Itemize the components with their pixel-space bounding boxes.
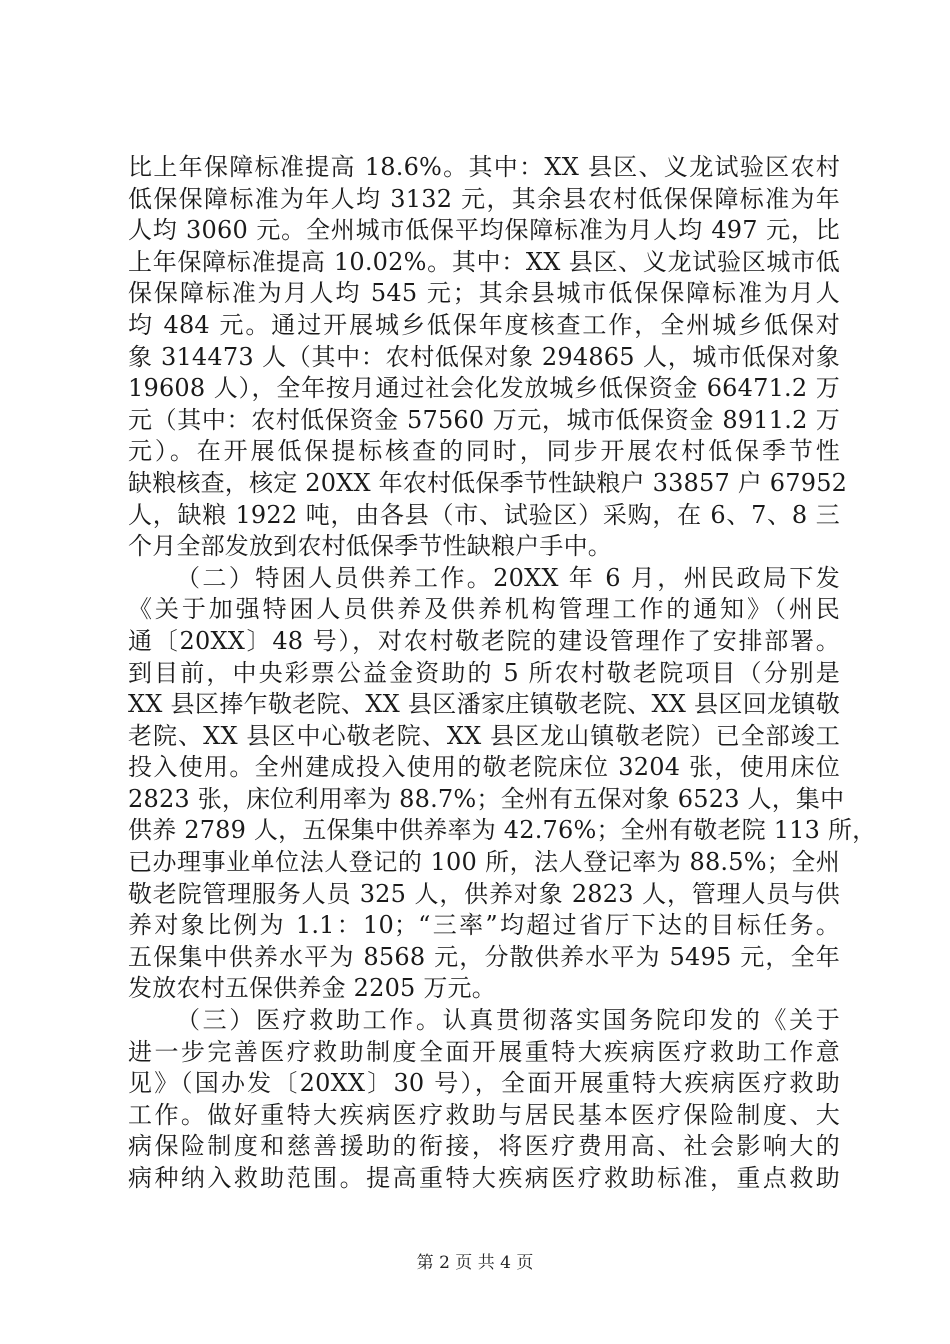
text-line: 低保保障标准为年人均 3132 元，其余县农村低保保障标准为年 xyxy=(128,184,840,213)
text-line: 保保障标准为月人均 545 元；其余县城市低保保障标准为月人 xyxy=(128,279,840,308)
text-line: 缺粮核查，核定 20XX 年农村低保季节性缺粮户 33857 户 67952 xyxy=(128,468,848,497)
text-line: 供养 2789 人，五保集中供养率为 42.76%；全州有敬老院 113 所， xyxy=(128,816,877,845)
text-line: 上年保障标准提高 10.02%。其中：XX 县区、义龙试验区城市低 xyxy=(128,247,840,276)
text-line: 老院、XX 县区中心敬老院、XX 县区龙山镇敬老院）已全部竣工 xyxy=(128,721,840,750)
text-line: 到目前，中央彩票公益金资助的 5 所农村敬老院项目（分别是 xyxy=(128,658,840,687)
text-line: 敬老院管理服务人员 325 人，供养对象 2823 人，管理人员与供 xyxy=(128,879,840,908)
text-line: 人均 3060 元。全州城市低保平均保障标准为月人均 497 元，比 xyxy=(128,216,840,245)
text-line: 人，缺粮 1922 吨，由各县（市、试验区）采购，在 6、7、8 三 xyxy=(128,500,840,529)
text-line: 五保集中供养水平为 8568 元，分散供养水平为 5495 元，全年 xyxy=(128,942,840,971)
text-line: 病种纳入救助范围。提高重特大疾病医疗救助标准，重点救助 xyxy=(128,1164,840,1192)
text-line: 养对象比例为 1.1：10；“三率”均超过省厅下达的目标任务。 xyxy=(128,911,840,940)
body-text xyxy=(128,152,877,1195)
text-line: 比上年保障标准提高 18.6%。其中：XX 县区、义龙试验区农村 xyxy=(128,153,840,181)
text-line: 2823 张，床位利用率为 88.7%；全州有五保对象 6523 人，集中 xyxy=(128,784,845,813)
text-line: 均 484 元。通过开展城乡低保年度核查工作，全州城乡低保对 xyxy=(128,310,840,339)
text-line: 进一步完善医疗救助制度全面开展重特大疾病医疗救助工作意 xyxy=(128,1037,840,1066)
text-line: XX 县区捧乍敬老院、XX 县区潘家庄镇敬老院、XX 县区回龙镇敬 xyxy=(128,690,840,719)
text-line: 元）。在开展低保提标核查的同时，同步开展农村低保季节性 xyxy=(128,437,840,466)
text-line: 见》（国办发〔20XX〕30 号），全面开展重特大疾病医疗救助 xyxy=(128,1069,840,1098)
text-line: 发放农村五保供养金 2205 万元。 xyxy=(128,974,496,1003)
text-line: 已办理事业单位法人登记的 100 所，法人登记率为 88.5%；全州 xyxy=(128,848,840,877)
text-line: 象 314473 人（其中：农村低保对象 294865 人，城市低保对象 xyxy=(128,342,840,371)
text-line: 工作。做好重特大疾病医疗救助与居民基本医疗保险制度、大 xyxy=(128,1100,840,1129)
page-footer: 第 2 页 共 4 页 xyxy=(416,1253,534,1273)
section-heading-line: （三）医疗救助工作。认真贯彻落实国务院印发的《关于 xyxy=(176,1006,840,1035)
text-line: 元（其中：农村低保资金 57560 万元，城市低保资金 8911.2 万 xyxy=(128,405,840,434)
text-line: 病保险制度和慈善援助的衔接，将医疗费用高、社会影响大的 xyxy=(128,1132,840,1161)
text-line: 个月全部发放到农村低保季节性缺粮户手中。 xyxy=(128,532,612,561)
section-heading-line: （二）特困人员供养工作。20XX 年 6 月，州民政局下发 xyxy=(176,563,840,592)
text-line: 19608 人），全年按月通过社会化发放城乡低保资金 66471.2 万 xyxy=(128,374,840,403)
text-line: 通〔20XX〕48 号），对农村敬老院的建设管理作了安排部署。 xyxy=(128,626,840,655)
text-line: 《关于加强特困人员供养及供养机构管理工作的通知》（州民 xyxy=(128,595,840,624)
text-line: 投入使用。全州建成投入使用的敬老院床位 3204 张，使用床位 xyxy=(128,753,840,782)
